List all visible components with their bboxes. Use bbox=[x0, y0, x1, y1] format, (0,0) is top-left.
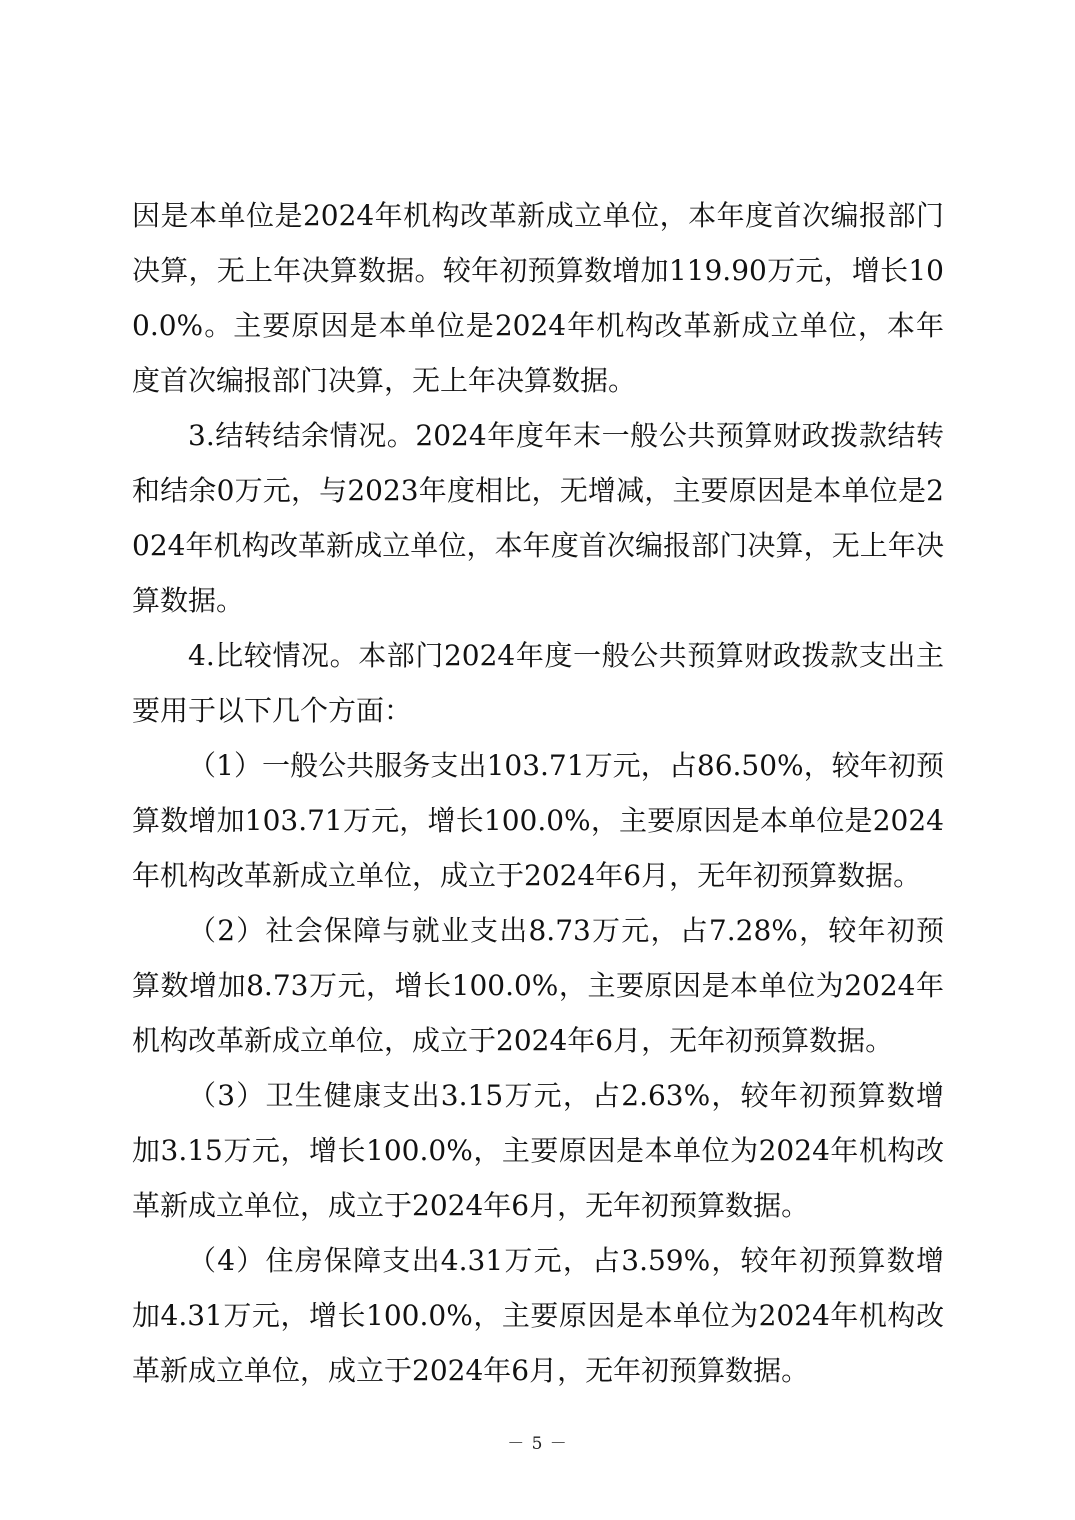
paragraph-item-general-public-services: （1）一般公共服务支出103.71万元，占86.50%，较年初预算数增加103.71万元，增长100.0%，主要原因是本单位是2024年机构改革新成立单位，成立于2024年6月，无年初预算数据。 bbox=[132, 749, 944, 892]
paragraph-item-health: （3）卫生健康支出3.15万元，占2.63%，较年初预算数增加3.15万元，增长100.0%，主要原因是本单位为2024年机构改革新成立单位，成立于2024年6月，无年初预算数据。 bbox=[132, 1079, 944, 1222]
paragraph-item-housing: （4）住房保障支出4.31万元，占3.59%，较年初预算数增加4.31万元，增长100.0%，主要原因是本单位为2024年机构改革新成立单位，成立于2024年6月，无年初预算数据。 bbox=[132, 1244, 944, 1387]
document-body bbox=[132, 188, 944, 1398]
paragraph-comparison: 4.比较情况。本部门2024年度一般公共预算财政拨款支出主要用于以下几个方面： bbox=[132, 639, 944, 727]
page-number: － 5 － bbox=[507, 1434, 568, 1454]
paragraph-item-social-security: （2）社会保障与就业支出8.73万元，占7.28%，较年初预算数增加8.73万元，增长100.0%，主要原因是本单位为2024年机构改革新成立单位，成立于2024年6月，无年初预算数据。 bbox=[132, 914, 944, 1057]
paragraph-continuation: 因是本单位是2024年机构改革新成立单位，本年度首次编报部门决算，无上年决算数据。较年初预算数增加119.90万元，增长100.0%。主要原因是本单位是2024年机构改革新成立单位，本年度首次编报部门决算，无上年决算数据。 bbox=[132, 199, 944, 397]
paragraph-carryover-balance: 3.结转结余情况。2024年度年末一般公共预算财政拨款结转和结余0万元，与2023年度相比，无增减，主要原因是本单位是2024年机构改革新成立单位，本年度首次编报部门决算，无上年决算数据。 bbox=[132, 419, 944, 617]
